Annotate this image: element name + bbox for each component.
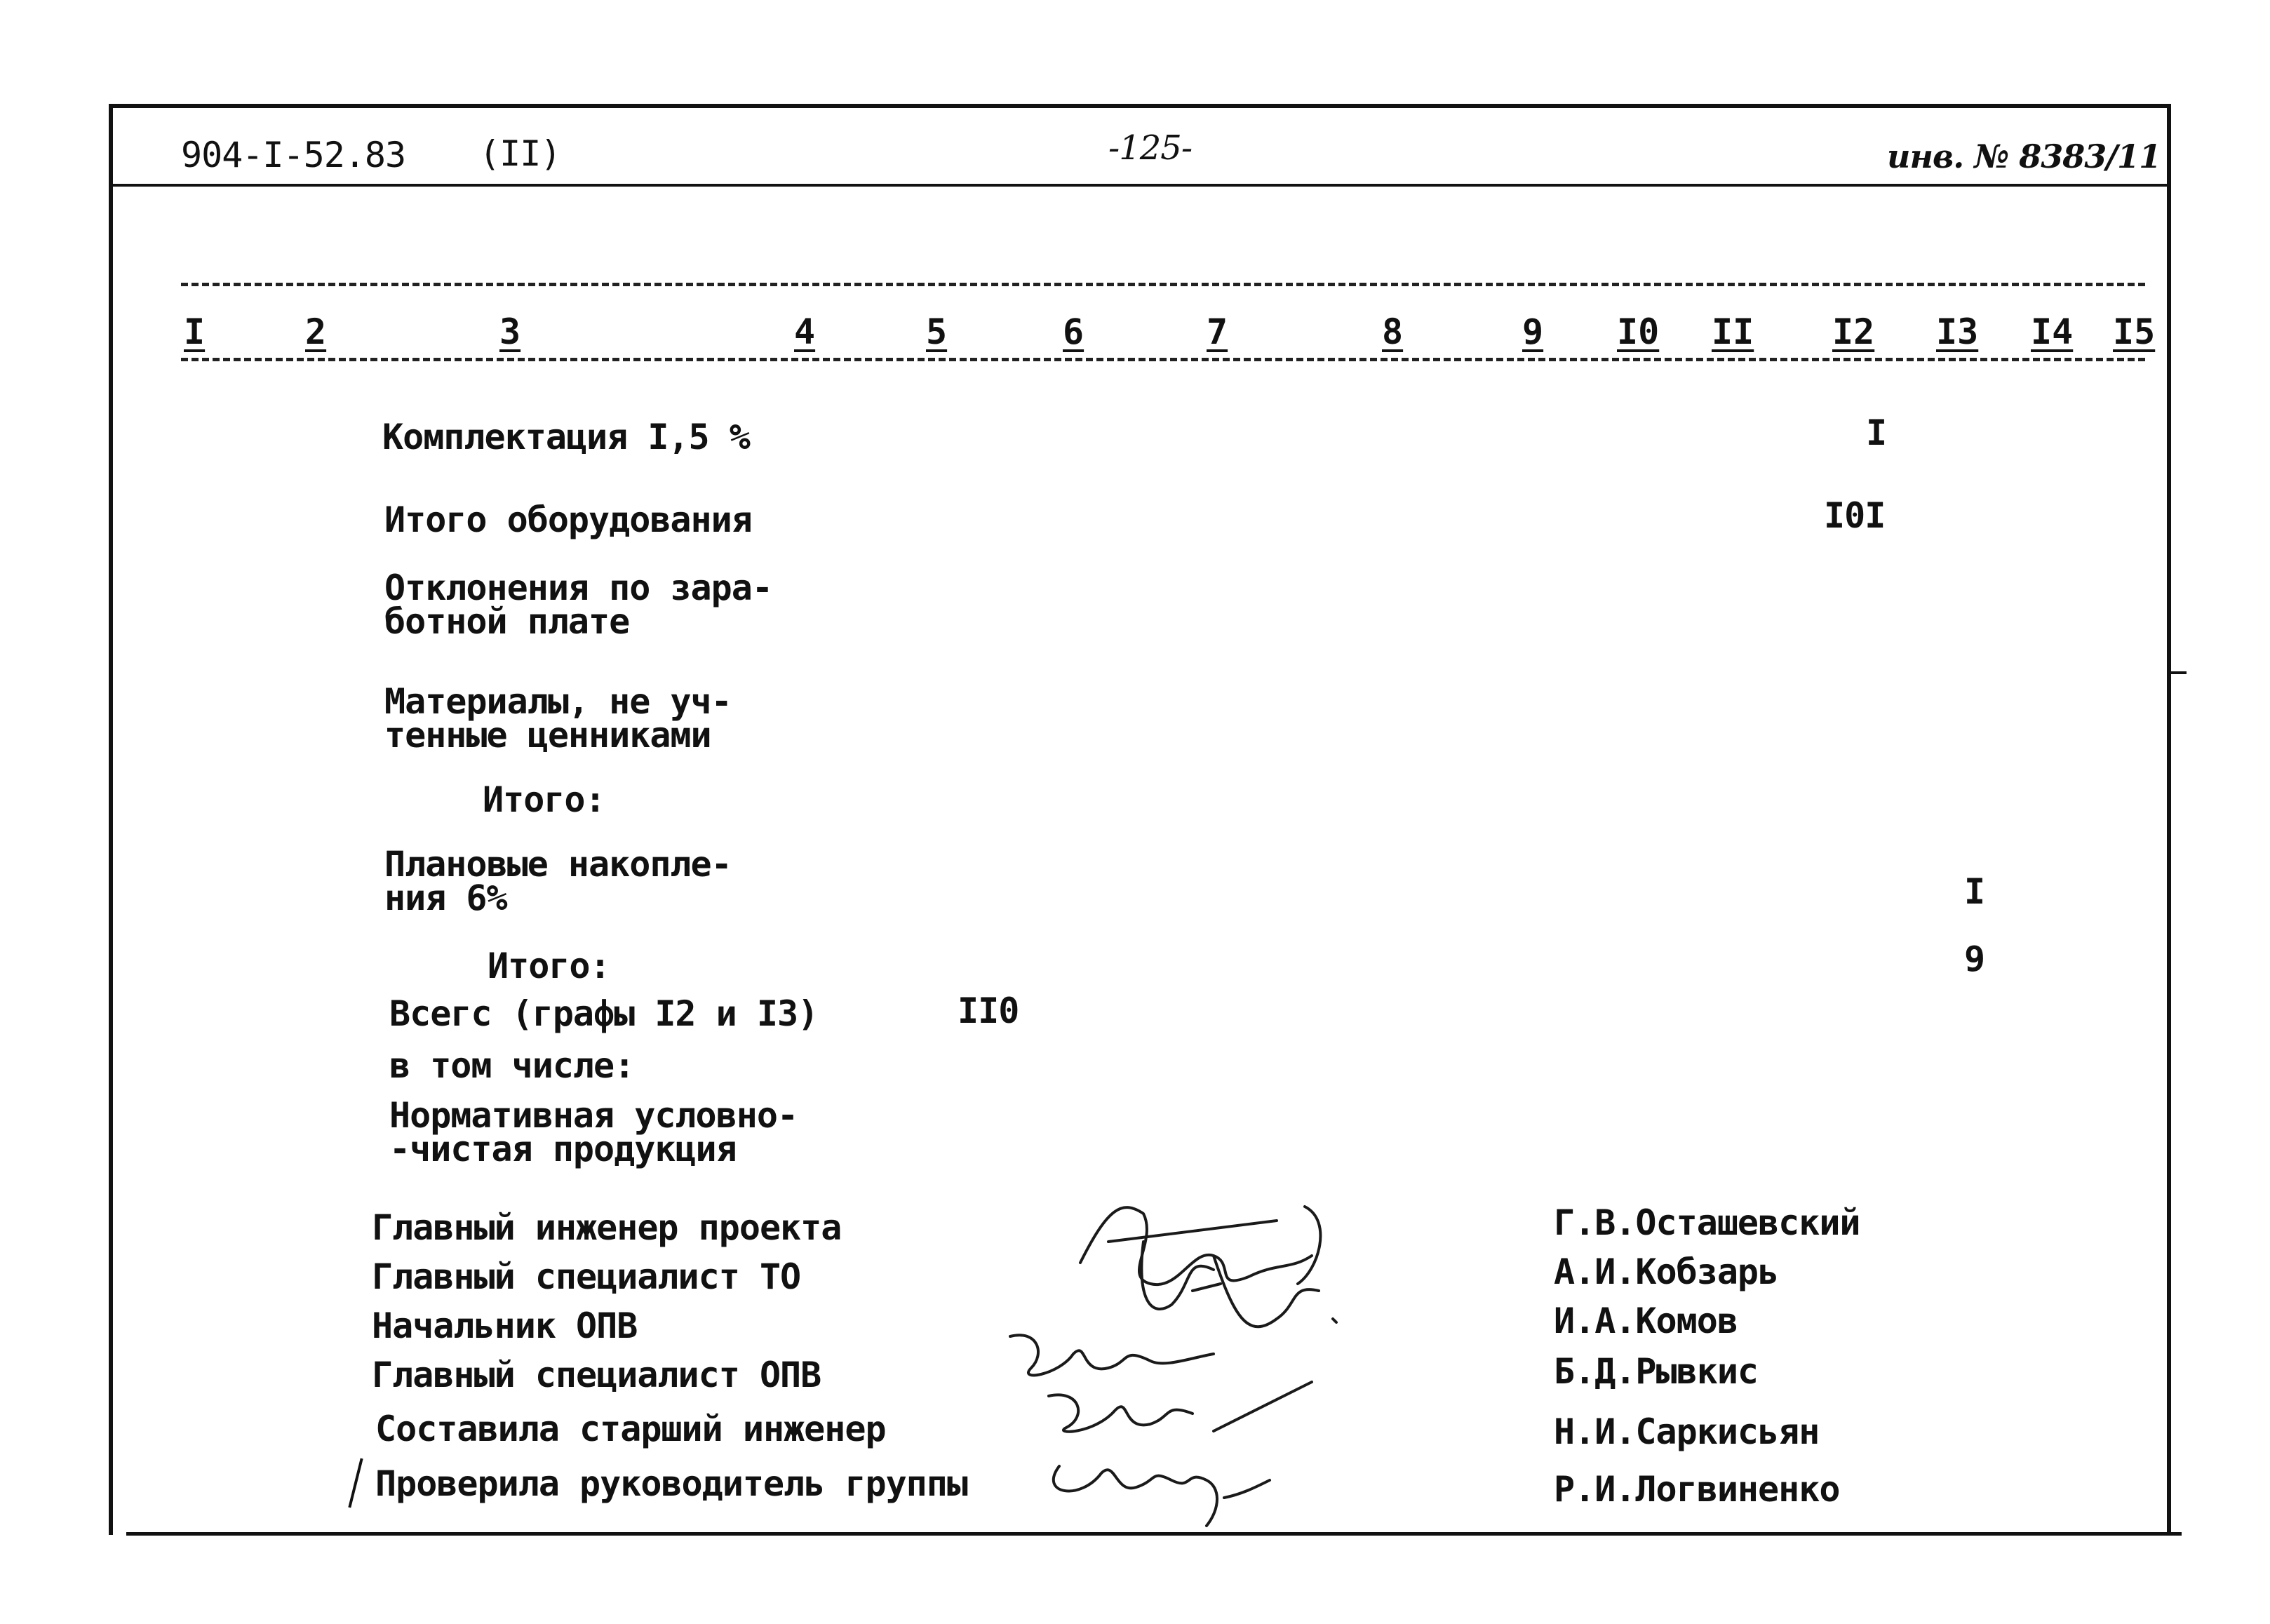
column-number: 4 [794, 311, 816, 352]
page-number: -125- [1108, 128, 1193, 168]
margin-tick [2171, 671, 2187, 674]
column-number: 5 [926, 311, 948, 352]
column-number: I4 [2031, 311, 2074, 352]
column-number: I3 [1936, 311, 1979, 352]
row-label-vsego: Всегс (графы I2 и I3) [389, 993, 819, 1034]
signature-name: Б.Д.Рывкис [1554, 1351, 1759, 1392]
signature-position: Проверила руководитель группы [375, 1463, 967, 1504]
signature-stroke-chief-specialist-to [1141, 1242, 1336, 1327]
signature-position: Составила старший инженер [375, 1409, 886, 1449]
column-number: I [184, 311, 206, 352]
row-label-itogo-oborudovaniya: Итого оборудования [384, 499, 752, 540]
frame-bottom-rule [126, 1532, 2182, 1536]
signature-name: А.И.Кобзарь [1554, 1251, 1779, 1292]
signature-position: Главный специалист ТО [372, 1256, 801, 1297]
row-value-itogo-2-col13: 9 [1964, 939, 1985, 979]
row-label-planovye: Плановые накопле- ния 6% [384, 844, 732, 918]
column-number: I0 [1617, 311, 1660, 352]
column-number: I2 [1832, 311, 1875, 352]
header-bottom-rule [109, 184, 2171, 187]
signature-position: Главный инженер проекта [372, 1207, 842, 1248]
row-label-otkloneniya: Отклонения по зара- ботной плате [384, 568, 772, 642]
signature-name: Н.И.Саркисьян [1554, 1411, 1820, 1452]
doc-number: 904-I-52.83 [181, 135, 406, 175]
signature-stroke-compiler [1049, 1382, 1312, 1432]
column-number: II [1712, 311, 1754, 352]
column-number: 2 [305, 311, 327, 352]
column-numbers [0, 311, 2270, 356]
signature-name: Г.В.Осташевский [1554, 1202, 1860, 1243]
signature-stroke-chief-engineer [1080, 1207, 1320, 1284]
row-label-itogo-1: Итого: [483, 779, 605, 820]
row-label-itogo-2: Итого: [488, 946, 610, 986]
margin-slash-mark [348, 1458, 363, 1508]
signature-name: Р.И.Логвиненко [1554, 1469, 1840, 1510]
signature-position: Начальник ОПВ [372, 1306, 638, 1346]
row-label-normativnaya: Нормативная условно- -чистая продукция [389, 1095, 798, 1169]
row-value-planovye-col13: I [1964, 871, 1985, 912]
row-value-vsego-col5: II0 [958, 991, 1019, 1031]
row-label-v-tom-chisle: в том числе: [389, 1045, 635, 1086]
column-number: 8 [1382, 311, 1404, 352]
row-label-komplektatsiya: Комплектация I,5 % [382, 417, 750, 457]
inventory-number: инв. № 8383/11 [1887, 137, 2161, 175]
column-number: 3 [499, 311, 521, 352]
signature-stroke-checker [1054, 1466, 1270, 1526]
column-number: 9 [1522, 311, 1544, 352]
part-number: (II) [479, 133, 561, 174]
column-number: 6 [1063, 311, 1084, 352]
column-header-top-dashes [181, 283, 2145, 286]
frame-top-rule [109, 104, 2171, 108]
handwritten-signatures [982, 1179, 1403, 1529]
row-label-materialy: Материалы, не уч- тенные ценниками [384, 681, 732, 756]
row-value-itogo-oborudovaniya-col12: I0I [1824, 495, 1886, 536]
signature-name: И.А.Комов [1554, 1301, 1738, 1341]
column-header-bottom-dashes [181, 358, 2145, 361]
signature-stroke-head-opv [1010, 1335, 1214, 1375]
signature-position: Главный специалист ОПВ [372, 1355, 821, 1395]
row-value-komplektatsiya-col12: I [1866, 412, 1887, 453]
column-number: I5 [2113, 311, 2156, 352]
column-number: 7 [1207, 311, 1228, 352]
